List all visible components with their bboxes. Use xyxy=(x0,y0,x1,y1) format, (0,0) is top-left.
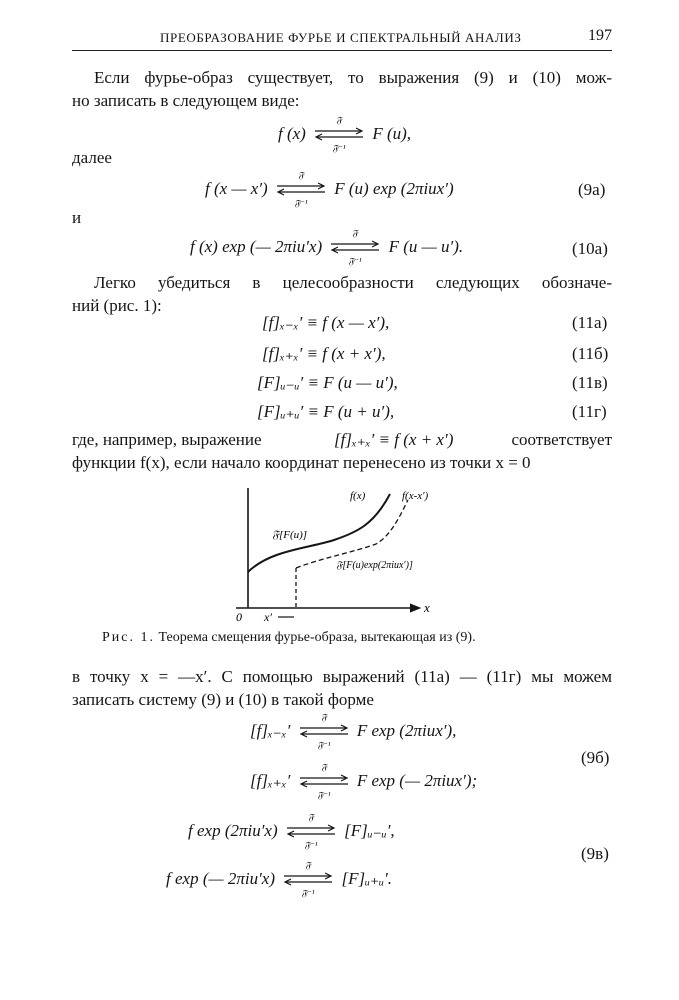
fourier-arrows-icon xyxy=(298,712,350,752)
equation-number: (10a) xyxy=(572,239,608,258)
paragraph-line: Если фурье-образ существует, то выражения (9) и (10) мож- xyxy=(94,68,612,87)
arrow-label-inverse: 𝔉⁻¹ xyxy=(304,840,318,850)
paragraph-line: записать систему (9) и (10) в такой форме xyxy=(72,690,374,709)
paragraph-line: функции f(x), если начало координат перенесено из точки x = 0 xyxy=(72,453,531,472)
equation-9v-2 xyxy=(166,860,392,900)
equation-right: F (u — u′). xyxy=(388,236,464,256)
label-axis-x: x xyxy=(424,600,430,615)
equation-right: [F]ᵤ₋ᵤ′, xyxy=(344,820,395,840)
paragraph-line: но записать в следующем виде: xyxy=(72,91,300,110)
arrow-label-forward: 𝔉 xyxy=(305,860,312,870)
equation-left: f exp (— 2πiu′x) xyxy=(166,868,276,888)
equation-number: (9в) xyxy=(581,844,609,863)
label-FFu-exp: 𝔉[F(u)exp(2πiux′)] xyxy=(336,560,413,571)
equation-11g: [F]ᵤ₊ᵤ′ ≡ F (u + u′), xyxy=(257,402,395,421)
equation-9b-1 xyxy=(250,712,456,752)
word-i: и xyxy=(72,208,82,227)
equation-right: F (u), xyxy=(372,123,412,143)
caption-label: Рис. 1. xyxy=(102,630,155,645)
arrow-label-forward: 𝔉 xyxy=(320,762,327,772)
equation-number: (11в) xyxy=(572,373,608,392)
arrow-label-inverse: 𝔉⁻¹ xyxy=(316,740,331,750)
fourier-arrows-icon xyxy=(285,812,337,852)
equation-number: (11a) xyxy=(572,313,608,332)
text-segment: соответствует xyxy=(511,430,612,449)
arrow-label-forward: 𝔉 xyxy=(298,170,304,180)
equation-number: (9б) xyxy=(581,748,610,767)
equation-left: f exp (2πiu′x) xyxy=(188,820,278,840)
text-segment: где, например, выражение xyxy=(72,430,262,449)
equation-number: (9a) xyxy=(578,180,606,199)
arrow-label-inverse: 𝔉⁻¹ xyxy=(301,888,315,898)
equation-9a xyxy=(205,170,454,210)
equation-10a xyxy=(190,228,463,268)
arrow-label-inverse: 𝔉⁻¹ xyxy=(348,256,362,266)
paragraph-line: в точку x = —x′. С помощью выражений (11a) — (11г) мы можем xyxy=(72,667,612,686)
equation-11a: [f]ₓ₋ₓ′ ≡ f (x — x′), xyxy=(262,313,390,332)
equation-right: [F]ᵤ₊ᵤ′. xyxy=(341,868,393,888)
equation-9v-1 xyxy=(188,812,395,852)
fourier-arrows-icon xyxy=(282,860,334,900)
equation-right: F (u) exp (2πiux′) xyxy=(334,178,454,198)
figure-caption xyxy=(102,630,476,646)
running-title: ПРЕОБРАЗОВАНИЕ ФУРЬЕ И СПЕКТРАЛЬНЫЙ АНАЛИЗ xyxy=(160,30,522,45)
x-axis-arrow-icon xyxy=(410,604,420,612)
label-fx-shifted: f(x-x′) xyxy=(402,490,429,502)
equation-left: f (x) xyxy=(278,123,306,143)
equation-left: [f]ₓ₊ₓ′ xyxy=(250,770,291,790)
equation-9b-2 xyxy=(250,762,477,802)
paragraph-line: Легко убедиться в целесообразности следующих обозначе- xyxy=(94,273,612,292)
caption-text: Теорема смещения фурье-образа, вытекающая из (9). xyxy=(158,630,476,645)
equation-main xyxy=(278,115,411,155)
page-number: 197 xyxy=(588,27,612,44)
equation-left: [f]ₓ₋ₓ′ xyxy=(250,720,291,740)
label-xprime: x′ xyxy=(264,610,272,624)
arrow-label-inverse: 𝔉⁻¹ xyxy=(316,790,331,800)
equation-right: F exp (2πiux′), xyxy=(356,720,457,740)
label-fx: f(x) xyxy=(350,490,366,502)
equation-right: F exp (— 2πiux′); xyxy=(356,770,478,790)
inline-expression: [f]ₓ₊ₓ′ ≡ f (x + x′) xyxy=(334,430,454,449)
equation-left: f (x) exp (— 2πiu′x) xyxy=(190,236,323,256)
equation-11b: [f]ₓ₊ₓ′ ≡ f (x + x′), xyxy=(262,344,386,363)
fourier-arrows-icon xyxy=(329,228,381,268)
arrow-label-inverse: 𝔉⁻¹ xyxy=(294,198,308,208)
arrow-label-forward: 𝔉 xyxy=(320,712,327,722)
word-dalee: далее xyxy=(72,148,112,167)
arrow-label-inverse: 𝔉⁻¹ xyxy=(332,143,346,153)
arrow-label-forward: 𝔉 xyxy=(336,115,342,125)
paragraph-line xyxy=(72,430,612,450)
arrow-label-forward: 𝔉 xyxy=(352,228,359,238)
paragraph-line: ний (рис. 1): xyxy=(72,296,162,315)
equation-11v: [F]ᵤ₋ᵤ′ ≡ F (u — u′), xyxy=(257,373,398,392)
arrow-label-forward: 𝔉 xyxy=(308,812,314,822)
equation-left: f (x — x′) xyxy=(205,178,268,198)
label-FFu: 𝔉[F(u)] xyxy=(272,529,308,541)
page-header xyxy=(72,24,612,51)
curve-fx-shifted xyxy=(296,500,408,568)
fourier-arrows-icon xyxy=(275,170,327,210)
label-origin: 0 xyxy=(236,610,242,624)
fourier-arrows-icon xyxy=(298,762,350,802)
figure-shift-theorem xyxy=(230,484,440,624)
fourier-arrows-icon xyxy=(313,115,365,155)
equation-number: (11г) xyxy=(572,402,607,421)
equation-number: (11б) xyxy=(572,344,609,363)
